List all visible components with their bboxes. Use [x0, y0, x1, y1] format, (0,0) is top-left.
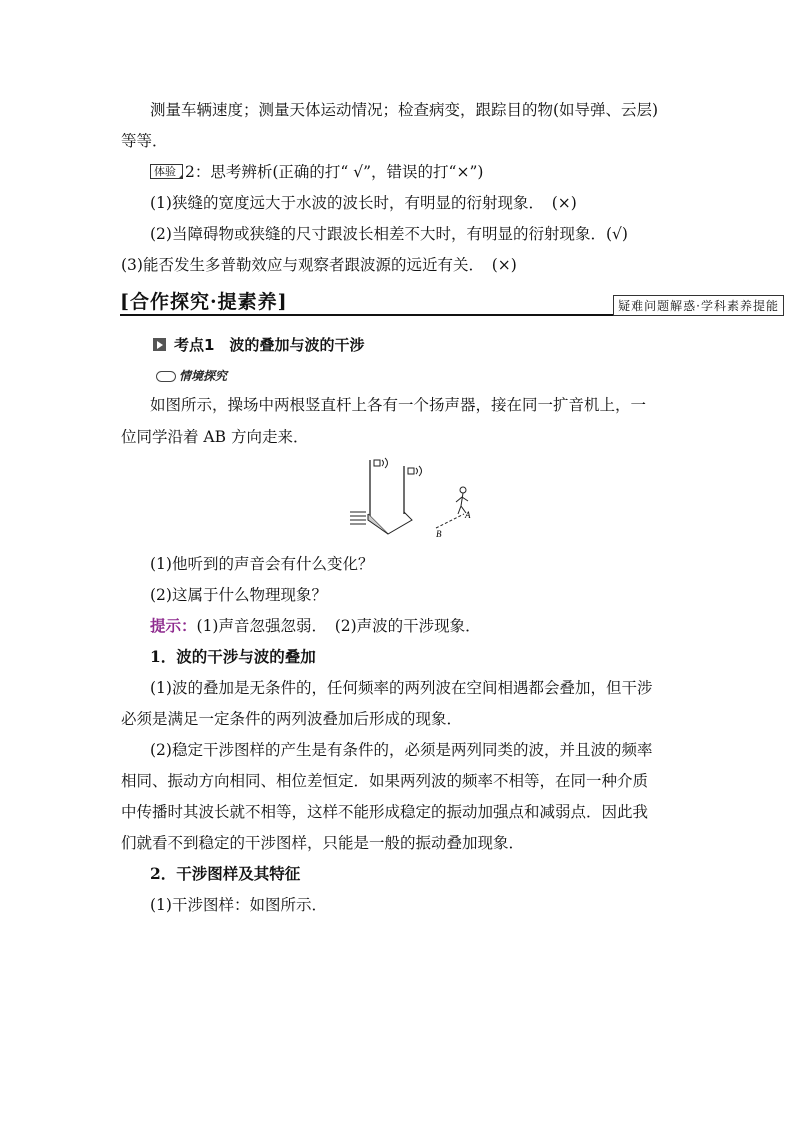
person-head: [460, 487, 466, 493]
kaodian-title: 考点1 波的叠加与波的干涉: [174, 336, 365, 354]
label-a: A: [465, 510, 471, 520]
question-2: (2)这属于什么物理现象？: [150, 586, 327, 604]
exercise-heading: [150, 162, 483, 182]
section-title: [合作探究·提素养]: [120, 291, 288, 313]
scene-label: [156, 367, 227, 384]
text-line: 相同、振动方向相同、相位差恒定．如果两列波的频率不相等，在同一种介质: [121, 772, 649, 790]
hint-text: (1)声音忽强忽弱． (2)声波的干涉现象．: [196, 617, 481, 635]
hint-line: [150, 616, 481, 636]
text-line: (1)干涉图样：如图所示．: [150, 896, 327, 914]
text-line: 必须是满足一定条件的两列波叠加后形成的现象．: [121, 710, 463, 728]
eye-icon: [156, 371, 176, 382]
text-line: 如图所示，操场中两根竖直杆上各有一个扬声器，接在同一扩音机上，一: [150, 396, 647, 414]
text-line: (1)波的叠加是无条件的，任何频率的两列波在空间相遇都会叠加，但干涉: [150, 679, 653, 697]
text-line: 位同学沿着 AB 方向走来．: [121, 428, 309, 446]
exercise-title: 2：思考辨析(正确的打“ √”，错误的打“×”): [185, 163, 484, 181]
speaker-icon: [374, 460, 380, 466]
text-line: 中传播时其波长就不相等，这样不能形成稳定的振动加强点和减弱点．因此我: [121, 803, 649, 821]
label-b: B: [436, 529, 442, 539]
tiyan-tag: 体验: [150, 164, 183, 179]
text-line: (1)狭缝的宽度远大于水波的波长时，有明显的衍射现象． (×): [150, 194, 577, 212]
section-subtitle: 疑难问题解惑·学科素养提能: [613, 295, 784, 316]
kaodian-heading: [153, 334, 364, 355]
scene-label-text: 情境探究: [179, 369, 228, 383]
sound-wave-icon: [416, 466, 422, 476]
play-triangle-icon: [153, 338, 166, 351]
steps-icon: [350, 512, 366, 524]
speaker-figure: [346, 456, 506, 540]
sound-wave-icon: [382, 458, 388, 468]
text-line: 们就看不到稳定的干涉图样，只能是一般的振动叠加现象．: [121, 834, 525, 852]
hint-label: 提示：: [150, 616, 197, 635]
text-line: (2)当障碍物或狭缝的尺寸跟波长相差不大时，有明显的衍射现象．(√): [150, 225, 628, 243]
question-1: (1)他听到的声音会有什么变化？: [150, 555, 374, 573]
text-line: (3)能否发生多普勒效应与观察者跟波源的远近有关． (×): [121, 256, 517, 274]
path-ab-line: [436, 514, 464, 528]
text-line: 测量车辆速度；测量天体运动情况；检查病变，跟踪目的物(如导弹、云层): [150, 101, 659, 119]
platform-side: [368, 514, 388, 534]
subheading-1: 1．波的干涉与波的叠加: [150, 647, 316, 666]
subheading-2: 2．干涉图样及其特征: [150, 864, 301, 883]
speaker-icon: [408, 468, 414, 474]
text-line: 等等．: [121, 132, 168, 150]
text-line: (2)稳定干涉图样的产生是有条件的，必须是两列同类的波，并且波的频率: [150, 741, 653, 759]
